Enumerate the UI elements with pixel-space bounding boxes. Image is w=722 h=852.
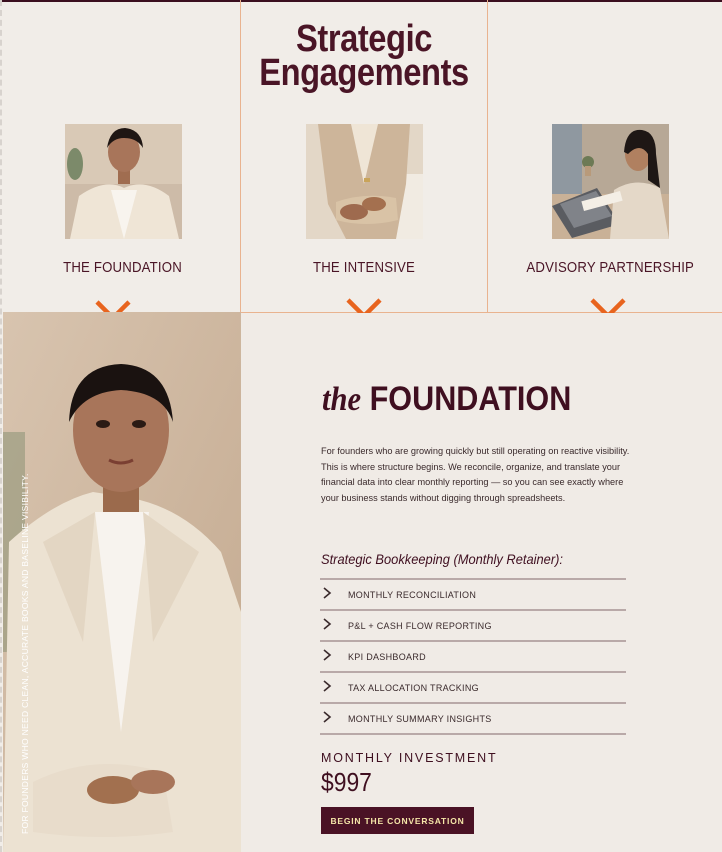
- top-border: [0, 0, 722, 2]
- heading-main: FOUNDATION: [369, 380, 572, 418]
- detail-description: For founders who are growing quickly but still operating on reactive visibility. This is where structure begins. We reconcile, organize, and translate your financial data into clear monthly reporting — so you can see exactly where your business stands without digging through spreadsheets.: [321, 446, 630, 503]
- card-the-intensive[interactable]: [241, 124, 487, 277]
- card-label: THE INTENSIVE: [312, 259, 416, 276]
- service-list: [320, 578, 626, 735]
- list-item-label: TAX ALLOCATION TRACKING: [348, 682, 479, 693]
- intensive-photo: [306, 124, 423, 239]
- list-item-label: P&L + CASH FLOW REPORTING: [348, 620, 492, 631]
- card-label: ADVISORY PARTNERSHIP: [526, 259, 694, 276]
- detail-heading: [322, 380, 571, 419]
- card-the-foundation[interactable]: [0, 124, 246, 277]
- page-title: [258, 18, 470, 94]
- list-item: [320, 673, 626, 704]
- price-value: $997: [321, 767, 372, 797]
- heading-prefix: the: [322, 381, 362, 418]
- foundation-photo: [65, 124, 182, 239]
- hero-portrait: [3, 312, 241, 852]
- list-item: [320, 704, 626, 735]
- service-subheading: Strategic Bookkeeping (Monthly Retainer):: [321, 551, 563, 567]
- list-item: [320, 580, 626, 611]
- chevron-right-icon: [320, 648, 348, 666]
- card-label: THE FOUNDATION: [63, 259, 183, 276]
- title-line: Strategic: [296, 18, 432, 60]
- chevron-right-icon: [320, 710, 348, 728]
- advisory-photo: [552, 124, 669, 239]
- hero-caption: FOR FOUNDERS WHO NEED CLEAN, ACCURATE BOOKS AND BASELINE VISIBILITY.: [20, 473, 30, 834]
- begin-conversation-button[interactable]: BEGIN THE CONVERSATION: [321, 807, 474, 834]
- title-line: Engagements: [259, 52, 469, 94]
- list-item: [320, 611, 626, 642]
- list-item-label: KPI DASHBOARD: [348, 651, 426, 662]
- list-item-label: MONTHLY SUMMARY INSIGHTS: [348, 713, 492, 724]
- card-advisory-partnership[interactable]: [487, 124, 722, 277]
- investment-label: MONTHLY INVESTMENT: [321, 751, 498, 765]
- chevron-right-icon: [320, 586, 348, 604]
- list-item-label: MONTHLY RECONCILIATION: [348, 589, 477, 600]
- list-item: [320, 642, 626, 673]
- chevron-right-icon: [320, 617, 348, 635]
- chevron-right-icon: [320, 679, 348, 697]
